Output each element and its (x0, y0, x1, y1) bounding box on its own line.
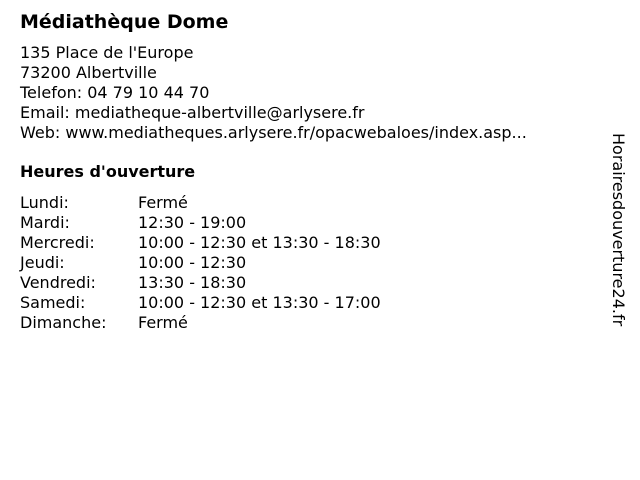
hours-row-friday (20, 273, 600, 293)
hours-day: Mardi: (20, 213, 70, 232)
email-label: Email: (20, 103, 70, 122)
email-address[interactable]: mediatheque-albertville@arlysere.fr (74, 103, 365, 122)
library-name: Médiathèque Dome (20, 11, 229, 33)
hours-day: Jeudi: (20, 253, 65, 272)
hours-time: 13:30 - 18:30 (138, 273, 247, 292)
hours-day: Lundi: (20, 193, 69, 212)
hours-row-saturday (20, 293, 600, 313)
hours-row-wednesday (20, 233, 600, 253)
phone-number[interactable]: 04 79 10 44 70 (87, 83, 210, 102)
hours-time: 10:00 - 12:30 et 13:30 - 18:30 (138, 233, 381, 252)
hours-time: 12:30 - 19:00 (138, 213, 247, 232)
web-line (20, 123, 600, 143)
hours-day: Samedi: (20, 293, 86, 312)
phone-label: Telefon: (20, 83, 83, 102)
web-link[interactable]: www.mediatheques.arlysere.fr/opacwebaloes/index.asp... (65, 123, 527, 142)
hours-time: Fermé (138, 193, 188, 212)
library-info-card (20, 10, 600, 333)
hours-table (20, 193, 600, 333)
web-label: Web: (20, 123, 61, 142)
hours-time: 10:00 - 12:30 (138, 253, 247, 272)
hours-row-tuesday (20, 213, 600, 233)
hours-heading: Heures d'ouverture (20, 162, 196, 181)
phone-line (20, 83, 600, 103)
hours-day: Mercredi: (20, 233, 95, 252)
hours-time: 10:00 - 12:30 et 13:30 - 17:00 (138, 293, 381, 312)
hours-time: Fermé (138, 313, 188, 332)
email-line (20, 103, 600, 123)
hours-day: Dimanche: (20, 313, 107, 332)
hours-row-monday (20, 193, 600, 213)
address-street: 135 Place de l'Europe (20, 43, 194, 62)
hours-day: Vendredi: (20, 273, 96, 292)
hours-row-thursday (20, 253, 600, 273)
site-watermark: Horairesdouverture24.fr (609, 133, 628, 327)
address-city: 73200 Albertville (20, 63, 157, 82)
hours-row-sunday (20, 313, 600, 333)
